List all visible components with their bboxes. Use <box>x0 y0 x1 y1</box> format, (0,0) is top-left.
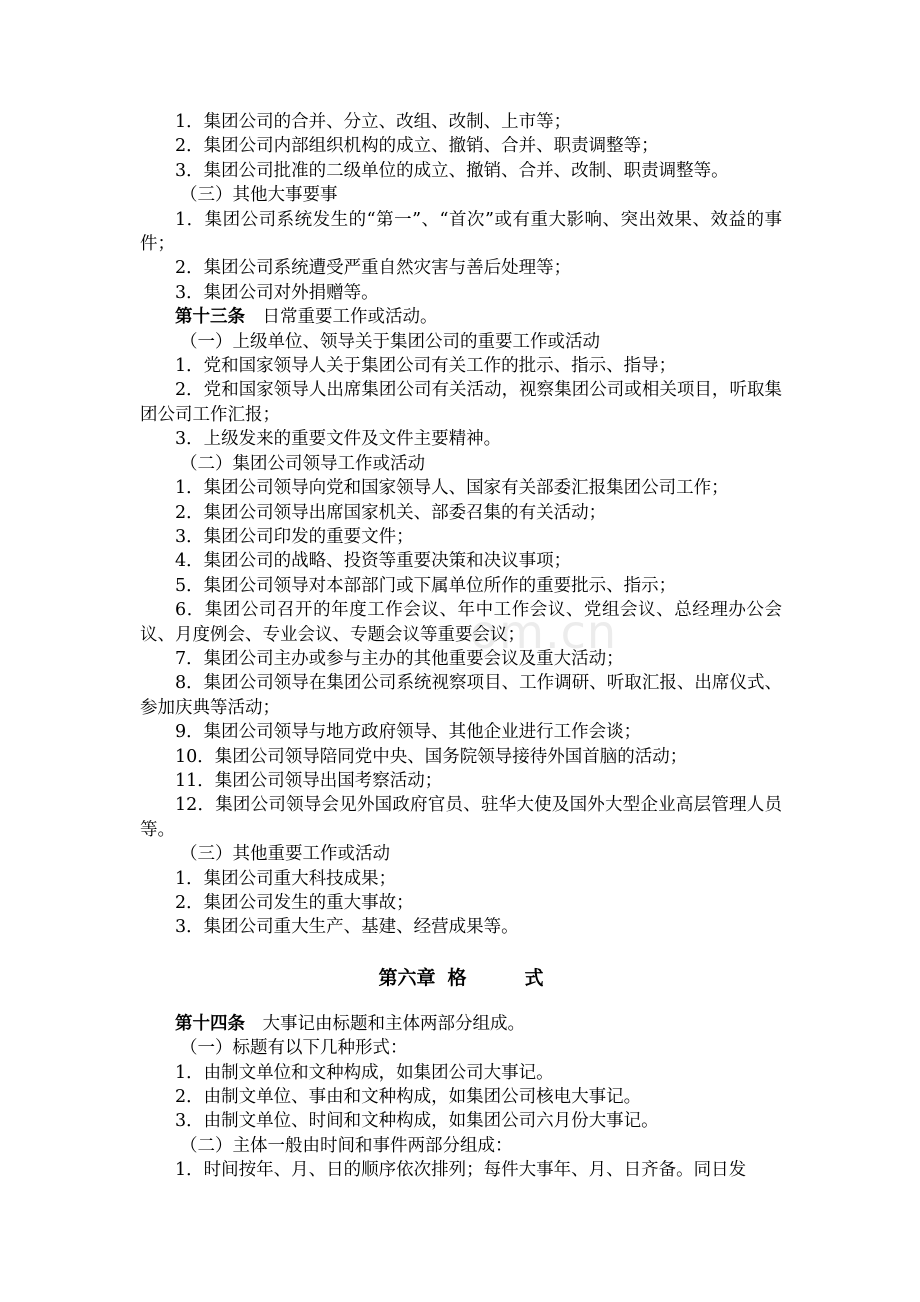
list-item: 1．由制文单位和文种构成，如集团公司大事记。 <box>175 1062 554 1083</box>
list-item: 5．集团公司领导对本部部门或下属单位所作的重要批示、指示； <box>175 575 677 596</box>
section-heading: （一）标题有以下几种形式： <box>180 1038 408 1059</box>
watermark: om.cn <box>470 605 618 659</box>
list-item: 1．党和国家领导人关于集团公司有关工作的批示、指示、指导； <box>175 356 677 377</box>
article-number: 第十四条 <box>175 1013 245 1034</box>
list-item: 3．集团公司对外捐赠等。 <box>175 282 379 303</box>
list-item: 9．集团公司领导与地方政府领导、其他企业进行工作会谈； <box>175 722 642 743</box>
list-item: 10．集团公司领导陪同党中央、国务院领导接待外国首脑的活动； <box>175 746 688 767</box>
list-item: 8．集团公司领导在集团公司系统视察项目、工作调研、听取汇报、出席仪式、参加庆典等活动； <box>140 673 782 718</box>
chapter-title-char-2: 式 <box>524 966 544 989</box>
article-13 <box>140 305 782 329</box>
list-item: 1．集团公司领导向党和国家领导人、国家有关部委汇报集团公司工作； <box>175 478 729 499</box>
article-number: 第十三条 <box>175 307 245 328</box>
list-item: 1．时间按年、月、日的顺序依次排列；每件大事年、月、日齐备。同日发 <box>175 1160 747 1181</box>
list-item: 3．集团公司印发的重要文件； <box>175 526 414 547</box>
list-item: 2．由制文单位、事由和文种构成，如集团公司核电大事记。 <box>175 1087 642 1108</box>
chapter-title-char-1: 格 <box>447 966 467 989</box>
list-item: 7．集团公司主办或参与主办的其他重要会议及重大活动； <box>175 648 624 669</box>
list-item: 3．上级发来的重要文件及文件主要精神。 <box>175 429 502 450</box>
section-heading: （三）其他大事要事 <box>180 185 338 206</box>
list-item: 3．集团公司重大生产、基建、经营成果等。 <box>175 917 519 938</box>
section-heading: （三）其他重要工作或活动 <box>180 844 390 865</box>
article-title: 日常重要工作或活动。 <box>262 307 438 328</box>
list-item: 4．集团公司的战略、投资等重要决策和决议事项； <box>175 551 572 572</box>
list-item: 1．集团公司的合并、分立、改组、改制、上市等； <box>175 112 572 132</box>
article-title: 大事记由标题和主体两部分组成。 <box>262 1013 525 1034</box>
section-heading: （二）主体一般由时间和事件两部分组成： <box>180 1135 513 1156</box>
chapter-heading <box>140 966 782 990</box>
section-heading: （一）上级单位、领导关于集团公司的重要工作或活动 <box>180 331 600 352</box>
list-item: 1．集团公司系统发生的“第一”、“首次”或有重大影响、突出效果、效益的事件； <box>140 209 782 255</box>
document-body <box>140 110 782 1183</box>
list-item: 2．集团公司领导出席国家机关、部委召集的有关活动； <box>175 502 607 523</box>
chapter-number: 第六章 <box>378 966 436 989</box>
list-item: 2．集团公司系统遭受严重自然灾害与善后处理等； <box>175 258 572 279</box>
list-item: 3．由制文单位、时间和文种构成，如集团公司六月份大事记。 <box>175 1111 659 1132</box>
list-item: 11．集团公司领导出国考察活动； <box>175 770 443 791</box>
section-heading: （二）集团公司领导工作或活动 <box>180 453 425 474</box>
list-item: 2．集团公司发生的重大事故； <box>175 893 414 913</box>
list-item: 1．集团公司重大科技成果； <box>175 868 397 889</box>
list-item: 12．集团公司领导会见外国政府官员、驻华大使及国外大型企业高层管理人员等。 <box>140 795 782 840</box>
article-14 <box>140 1012 782 1036</box>
list-item: 2．党和国家领导人出席集团公司有关活动，视察集团公司或相关项目，听取集团公司工作汇报； <box>140 380 782 425</box>
list-item: 6．集团公司召开的年度工作会议、年中工作会议、党组会议、总经理办公会议、月度例会、专业会议、专题会议等重要会议； <box>140 600 782 645</box>
list-item: 2．集团公司内部组织机构的成立、撤销、合并、职责调整等； <box>175 136 659 157</box>
list-item: 3．集团公司批准的二级单位的成立、撤销、合并、改制、职责调整等。 <box>175 160 729 181</box>
